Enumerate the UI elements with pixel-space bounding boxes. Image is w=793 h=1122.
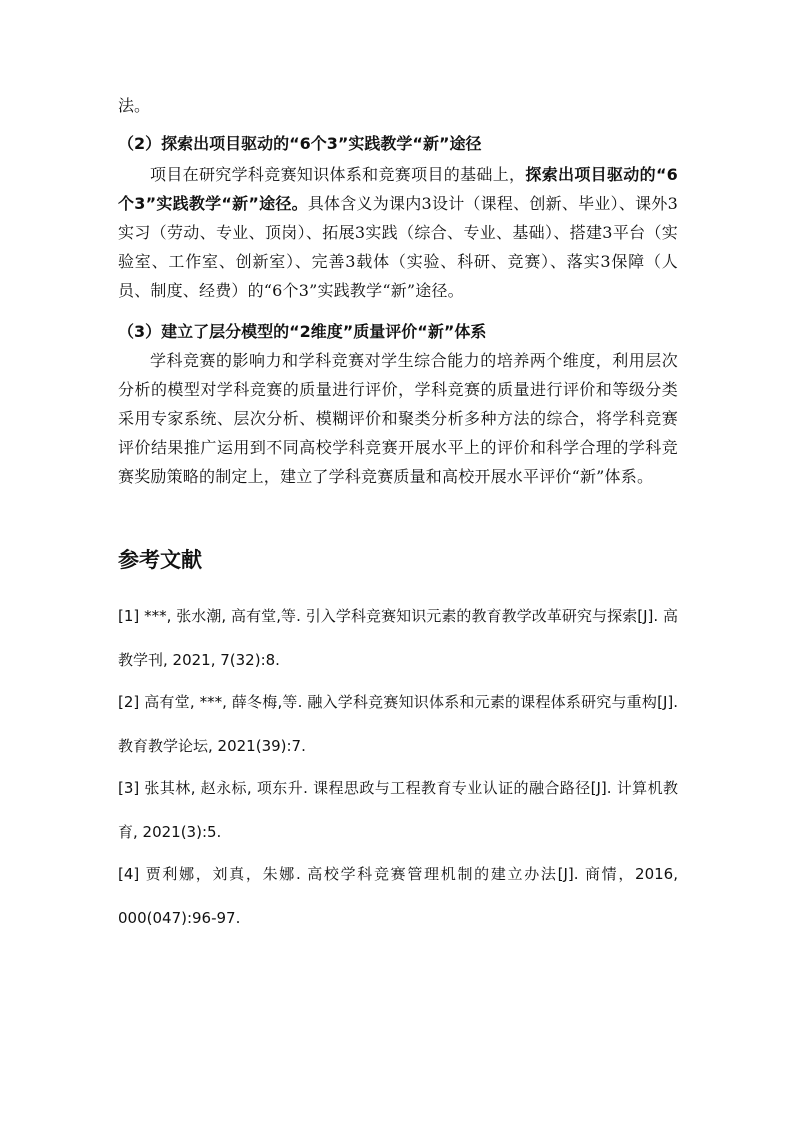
section-2-lead-text: 项目在研究学科竞赛知识体系和竞赛项目的基础上， [150,165,526,184]
references-heading: 参考文献 [118,548,202,572]
reference-item-2: [2] 高有堂, ***, 薛冬梅,等. 融入学科竞赛知识体系和元素的课程体系研究与重构[J]. 教育教学论坛, 2021(39):7. [118,693,678,755]
reference-item-4: [4] 贾利娜，刘真，朱娜. 高校学科竞赛管理机制的建立办法[J]. 商情，2016, 000(047):96-97. [118,865,678,927]
section-3-paragraph: 学科竞赛的影响力和学科竞赛对学生综合能力的培养两个维度，利用层次分析的模型对学科竞赛的质量进行评价，学科竞赛的质量进行评价和等级分类采用专家系统、层次分析、模糊评价和聚类分析多种方法的综合，将学科竞赛评价结果推广运用到不同高校学科竞赛开展水平上的评价和科学合理的学科竞赛奖励策略的制定上，建立了学科竞赛质量和高校开展水平评价“新”体系。 [118,351,678,486]
section-2-paragraph [118,160,678,305]
section-3-heading: （3）建立了层分模型的“2维度”质量评价“新”体系 [118,322,487,341]
section-2-heading: （2）探索出项目驱动的“6个3”实践教学“新”途径 [118,134,482,153]
continued-text-fragment: 法。 [118,96,151,115]
section-2-emphasis-text: 探索出项目驱动的“6个3”实践教学“新”途径。 [118,165,678,213]
reference-item-3: [3] 张其林, 赵永标, 项东升. 课程思政与工程教育专业认证的融合路径[J]. 计算机教育, 2021(3):5. [118,779,678,841]
reference-item-1: [1] ***, 张水潮, 高有堂,等. 引入学科竞赛知识元素的教育教学改革研究与探索[J]. 高教学刊, 2021, 7(32):8. [118,607,678,669]
section-2-detail-text: 具体含义为课内3设计（课程、创新、毕业）、课外3实习（劳动、专业、顶岗）、拓展3实践（综合、专业、基础）、搭建3平台（实验室、工作室、创新室）、完善3载体（实验、科研、竞赛）、落实3保障（人员、制度、经费）的“6个3”实践教学“新”途径。 [118,194,678,300]
